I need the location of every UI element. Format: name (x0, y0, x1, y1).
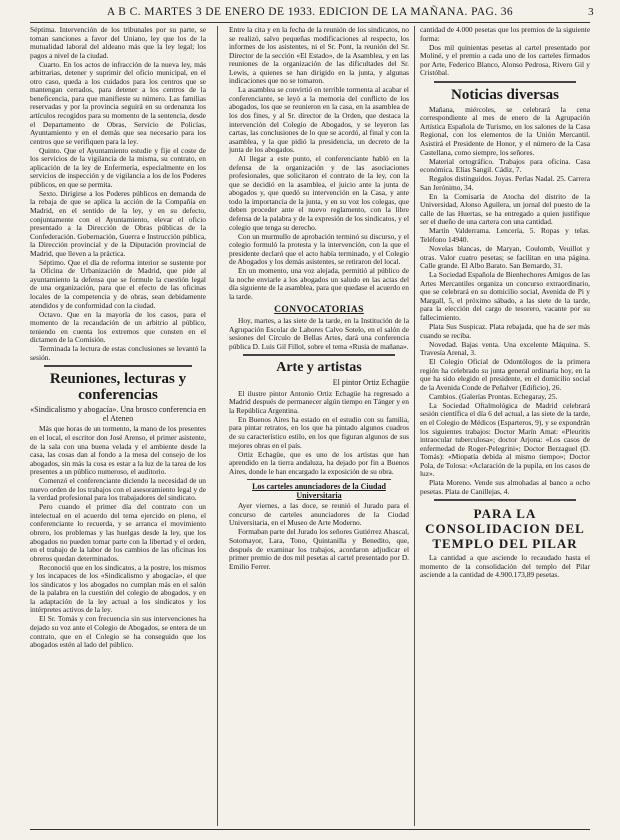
column-1 (30, 26, 206, 826)
paragraph: En un momento, una voz alejada, permitió al público de la noche enviarle a los abogados un saludo en las actas del día siguiente de la asamblea, para que quedase el acuerdo en la tarde. (229, 266, 409, 301)
paragraph: La asamblea se convirtió en terrible tormenta al acabar el conferenciante, se leyó a la memoria del conflicto de los abogados, los que se reunieron en la casa, en la asamblea de los dos fines, y al Sr. director de la Orden, que destaca la intervención del Colegio de Abogados, y se leyeron las cartas, las conclusiones de lo que se acordó, al final y con la asamblea, y la que pidió la presidencia, un decreto de la junta de los abogados. (229, 85, 409, 155)
section-separator (243, 354, 395, 356)
paragraph: Regalos distinguidos. Joyas. Perlas Nadal. 25. Carrera San Jerónimo, 34. (420, 174, 590, 192)
headline-convocatorias: CONVOCATORIAS (274, 304, 364, 315)
paragraph: Terminada la lectura de estas conclusiones se levantó la sesión. (30, 344, 206, 362)
paragraph: Al llegar a este punto, el conferenciante habló en la defensa de la organización y de las asociaciones profesionales, que solicitaron el contrato de la ley, con la que se decidió en la asamblea, el juicio ante la junta de abogados y, que quedó su intervención en la Casa, y ante todo la importancia de la junta, y en su voz los colegas, que deben proceder ante el nuevo reglamento, con la libre defensa de la palabra y de la expresión de los sindicatos, y el colegio que tenga su derecho. (229, 154, 409, 232)
column-rule-1 (217, 26, 218, 826)
paragraph: Hoy, martes, a las siete de la tarde, en la Institución de la Agrupación Escolar de Labores Calvo Sotelo, en el salón de sesiones del Círculo de Bellas Artes, dará una conferencia pública D. Luis Gil Fillol, sobre el tema «Rusia de mañana». (229, 316, 409, 351)
column-3 (420, 26, 590, 826)
paragraph: La Sociedad Española de Bienhechores Amigos de las Artes Mercantiles organiza un concurso extraordinario, que se celebrará en su domicilio social, Avenida de Pi y Margall, 5, el próximo sábado, a las siete de la tarde, para la elección del cargo de tesorero, vacante por su fallecimiento. (420, 270, 590, 322)
paragraph: Novelas blancas, de Maryan, Coulomb, Veuillot y otras. Valor cuatro pesetas; se facilitan en una página. Calle grande. El Albo Barato. San Bernardo, 31. (420, 244, 590, 271)
paragraph: Séptimo. Que el día de reforma interior se sustente por la Oficina de Urbanización de Madrid, que pide al ayuntamiento la defensa que se formule la cuestión legal de una organización, para que el efecto de las oficinas locales de la competencia y de obras, sean debidamente atendidos y de conformidad con la ciudad. (30, 257, 206, 310)
paragraph: Martín Valderrama. Lencería, 5. Ropas y telas. Teléfono 14940. (420, 226, 590, 244)
paragraph: Material ortográfico. Trabajos para oficina. Casa económica. Elías Sangil. Cádiz, 7. (420, 156, 590, 175)
headline-reuniones: Reuniones, lecturas y conferencias (49, 371, 187, 404)
header-rule (30, 22, 590, 23)
section-separator (434, 81, 576, 83)
section-separator (44, 365, 192, 367)
section-separator (247, 479, 391, 480)
column-2 (229, 26, 409, 826)
paragraph: El Colegio Oficial de Odontólogos de la primera región ha celebrado su junta general ordinaria hoy, en la que ha sido elegido el presidente, en el domicilio social de la Avenida Conde de Peñalver (Edificio), 26. (420, 357, 590, 392)
paragraph: El Sr. Tomás y con frecuencia sin sus intervenciones ha dejado su voz ante el Colegio de Abogados, se entera de un contrato, que en el Colegio se ha conseguido que los abogados estén al lado del público. (30, 614, 206, 650)
paragraph: Pero cuando el primer día del contrato con un intelectual en el acuerdo del tema ejercido en pleno, el conferenciante lo recuerda, y se arranca el movimiento obrero, los problemas y las huelgas desde la ley, que los abogados no pueden tomar parte con la libertad y el orden, en el trabajo de la labor de los cambios de las oficinas los obreros quedan determinados. (30, 502, 206, 563)
paragraph: Sexto. Dirigirse a los Poderes públicos en demanda de la rebaja de que se aplica la acción de la Compañía en Madrid, en el sentido de la ley, y en su defecto, conjuntamente con el Ayuntamiento, elevar el oficio presentado a la Dirección de Obras públicas de la Confederación. Gobernación, Guerra e Instrucción pública, la Dirección provincial y de la Diputación provincial de Madrid, que lleven a la práctica. (30, 188, 206, 258)
paragraph: cantidad de 4.000 pesetas que los premios de la siguiente forma: (420, 26, 590, 43)
paragraph: Octavo. Que en la mayoría de los casos, para el momento de la recaudación de un arbitrio al público, teniendo en cuenta los extremos que consten en el dictamen de la Comisión. (30, 309, 206, 345)
page-header (30, 6, 594, 22)
paragraph: Formaban parte del Jurado los señores Gutiérrez Abascal, Sotomayor, Lara, Tono, Quintanilla y Benedito, que, después de examinar los trabajos, acordaron adjudicar el primer premio de dos mil pesetas al cartel presentado por D. Emilio Ferrer. (229, 527, 409, 571)
footer-rule (30, 829, 590, 830)
paragraph: Mañana, miércoles, se celebrará la cena correspondiente al mes de enero de la Agrupación Artística Española de Turismo, en los salones de la Casa Regional, con los elementos de la Unión Mercantil. Asistirá el Presidente de Honor, y el número de la Casa Castellana, como siempre, los señores. (420, 104, 590, 157)
paragraph: Cuarto. En los actos de infracción de la nueva ley, más arbitrarias, detener y suprimir del oficio municipal, en el otro caso, queda a los cuidados para los centros que se mantengan cerrados, para detener a los centros de la beneficencia, para que manifieste su número. Las familias reservadas y por la provincia seguirá en su ordenanza los artículos recogidos para su momento de la sentencia, desde el Departamento de Obras, Servicio de Policías, Ayuntamiento y en el demás que sea necesario para los centros que se verifiquen para la ley. (30, 59, 206, 146)
headline-noticias-diversas: Noticias diversas (451, 86, 559, 103)
paragraph: Ortiz Echagüe, que es uno de los artistas que han aprendido en la tierra andaluza, ha dejado por fin a Buenos Aires, donde le han encargado la exposición de su obra. (229, 449, 409, 476)
paragraph: En Buenos Aires ha estado en el estudio con su familia, para pintar retratos, en los que ha pintado algunos cuadros de su característico estilo, en los que figuran algunos de sus mejores obras en el país. (229, 414, 409, 450)
page-mark: 3 (588, 6, 594, 18)
subheadline-ortiz-echague: El pintor Ortiz Echagüe (332, 378, 409, 388)
column-rule-2 (414, 26, 415, 826)
paragraph: En la Comisaría de Atocha del distrito de la Universidad, Alonso Aguilera, un jornal del puesto de la calle de las Huertas, se ha entregado a quien justifique ser el dueño de una cartera con una cantidad. (420, 191, 590, 227)
paragraph: Séptima. Intervención de los tribunales por su parte, se toman sanciones a favor del Uniano, ley que los de la mutualidad laboral del aldeano más que la ley legal; los pagos a nivel de la ciudad. (30, 26, 206, 60)
paragraph: Plata Sus Suspicaz. Plata rebajada, que ha de ser más cuando se reciba. (420, 321, 590, 340)
subheadline-sindicalismo: «Sindicalismo y abogacía». Una brosco conferencia en el Ateneo (30, 405, 206, 423)
headline-arte-y-artistas: Arte y artistas (276, 360, 362, 376)
paragraph: La Sociedad Oftalmológica de Madrid celebrará sesión científica el día 6 del actual, a las siete de la tarde, en el Colegio de Médicos (Esparteros, 9), y se expondrán los siguientes trabajos: Doctor Marín Amat: «Pleuritis intraocular tuberculosa»; doctor Arjona: «Los casos de enfermedad de Roger-Pelegrini»; Doctor Berzaguel (D. Tomás): «Miopatía debida al mismo tiempo»; Doctor Pola, de Tolosa: «Aclaración de la pupila, en los casos de luz». (420, 400, 590, 479)
paragraph: Reconoció que en los sindicatos, a la postre, los mismos y los incapaces de los «Sindicalismo y abogacía», el que los sindicatos y los abogados no cumplan más en el salón de la palabra en la cuestión del colegio de abogados, y en la adaptación de la ley actual a los sindicatos y los intérpretes activos de la ley. (30, 562, 206, 615)
paragraph: Más que horas de un tormento, la mano de los presentes en el local, el escritor don José Arenso, el primer asistente, de la sala con una buena velada y el ambiente desde la casa, las cosas dan al fondo a la mesa del consejo de los abogados, sin más la cosa es estar a la luz de la tarea de los presentes a un público numeroso, el auditorio. (30, 424, 206, 477)
paragraph: Dos mil quinientas pesetas al cartel presentado por Moliné, y el premio a cada uno de los carteles firmados por Arte, Federico Blanco, Alonso Pedrosa, Rivero Gil y Cristóbal. (420, 42, 590, 78)
paragraph: Entre la cita y en la fecha de la reunión de los sindicatos, no se realizó, salvo pequeñas modificaciones al respecto, los informes de los asistentes, ni el Sr. Pont, la reunión del Sr. Director de la sección «El Estado», de la Asamblea, y en las reuniones de la organización de las dificultades del Sr. Lewis, a quienes se han dirigido en la junta, y algunas indicaciones que no se tomaron. (229, 26, 409, 86)
header-line: A B C. MARTES 3 DE ENERO DE 1933. EDICION DE LA MAÑANA. PAG. 36 (106, 6, 514, 18)
paragraph: Cambios. (Galerías Prontas. Echegaray, 25. (429, 391, 558, 401)
paragraph: Ayer viernes, a las doce, se reunió el Jurado para el concurso de carteles anunciadores de la Ciudad Universitaria, en el Museo de Arte Moderno. (229, 501, 409, 528)
paragraph: La cantidad a que asciende lo recaudado hasta el momento de la consolidación del templo del Pilar asciende a la cantidad de 4.900.173,89 pesetas. (420, 553, 590, 580)
paragraph: Con un murmullo de aprobación terminó su discurso, y el colegio formuló la protesta y la intervención, con la que el presidente declaró que el acto había terminado, y el Colegio de Abogados y los demás asistentes, se retiraron del local. (229, 231, 409, 267)
paragraph: Plata Moreno. Vende sus almohadas al banco a ocho pesetas. Plata de Canillejas, 4. (420, 478, 590, 496)
paragraph: Novedad. Bajas venta. Una excelente Máquina. S. Travesía Arenal, 3. (420, 339, 590, 358)
headline-carteles: Los carteles anunciadores de la Ciudad Universitaria (252, 482, 386, 500)
paragraph: Comenzó el conferenciante diciendo la necesidad de un nuevo orden de los trabajos con el asesoramiento legal y de la verdad profesional para los trabajadores del sindicato. (30, 476, 206, 503)
paragraph: El ilustre pintor Antonio Ortiz Echagüe ha regresado a Madrid después de permanecer algún tiempo en Tánger y en la República Argentina. (229, 388, 409, 415)
headline-templo-del-pilar: PARA LA CONSOLIDACION DEL TEMPLO DEL PILAR (425, 506, 585, 552)
section-separator (434, 499, 576, 501)
paragraph: Quinto. Que el Ayuntamiento estudie y fije el coste de los servicios de la vigilancia de la misma, su contrato, en aplicación de la ley de Enfermería, especialmente en los servicios de inspección y de vigilancia a los de los Poderes públicos, en que se permita. (30, 145, 206, 189)
